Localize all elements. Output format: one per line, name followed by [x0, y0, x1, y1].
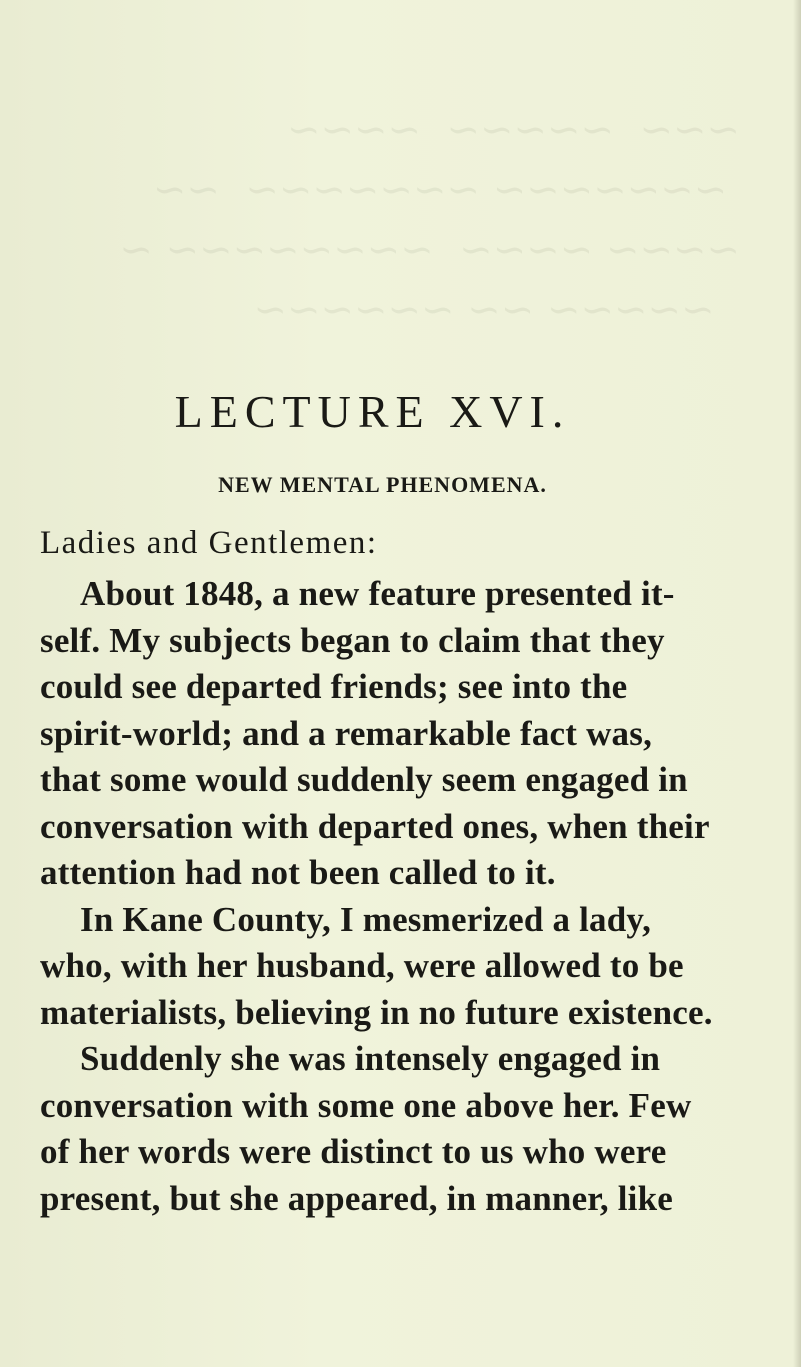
- body-paragraphs: [40, 571, 750, 1222]
- text-line: conversation with departed ones, when their: [40, 806, 710, 846]
- page-edge-shadow: [793, 0, 801, 1367]
- salutation: Ladies and Gentlemen:: [40, 525, 378, 561]
- bleed-through-shadow: ~~~ ~~~~~ ~~~~ ~~~~~~~ ~~~~~~~ ~~ ~~~~ ~~~~ ~~~~~~~~ ~ ~~~~~ ~~ ~~~~~~: [119, 107, 740, 333]
- text-line: Suddenly she was intensely engaged in: [80, 1039, 661, 1078]
- text-line: that some would suddenly seem engaged in: [40, 760, 688, 799]
- text-line: self. My subjects began to claim that they: [40, 620, 665, 660]
- text-line: In Kane County, I mesmerized a lady,: [80, 899, 652, 939]
- text-line: attention had not been called to it.: [40, 853, 556, 892]
- lecture-subheading: NEW MENTAL PHENOMENA.: [218, 472, 547, 497]
- text-line: materialists, believing in no future existence.: [40, 992, 713, 1032]
- text-line: spirit-world; and a remarkable fact was,: [40, 713, 653, 753]
- text-line: present, but she appeared, in manner, like: [40, 1178, 673, 1218]
- text-line: conversation with some one above her. Few: [40, 1085, 692, 1125]
- text-line: About 1848, a new feature presented it-: [80, 574, 675, 613]
- text-line: could see departed friends; see into the: [40, 667, 628, 706]
- lecture-heading: LECTURE XVI.: [174, 386, 571, 437]
- text-line: who, with her husband, were allowed to be: [40, 946, 684, 985]
- text-line: of her words were distinct to us who were: [40, 1132, 667, 1171]
